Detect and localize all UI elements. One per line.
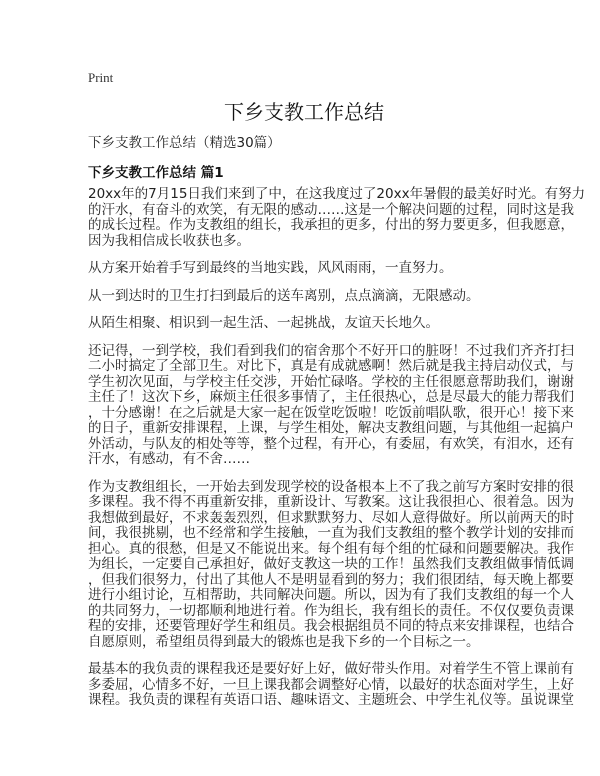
- paragraph-line: 汗水，有感动，有不舍……: [88, 451, 250, 467]
- paragraph-line: 学生初次见面，与学校主任交涉，开始忙碌咯。学校的主任很愿意帮助我们，谢谢: [88, 373, 574, 390]
- paragraph-line: 自愿原则，希望组员得到最大的锻炼也是我下乡的一个目标之一。: [88, 633, 480, 650]
- paragraph-line: 的汗水，有奋斗的欢笑，有无限的感动……这是一个解决问题的过程，同时这是我: [88, 201, 574, 218]
- paragraph-line: 的成长过程。作为支教组的组长，我承担的更多，付出的努力要更多，但我愿意，: [88, 217, 574, 233]
- paragraph: [88, 342, 574, 468]
- section-heading: 下乡支教工作总结 篇1: [88, 165, 224, 181]
- paragraph-line: 二小时搞定了全部卫生。对比下，真是有成就感啊！然后就是我主持启动仪式，与: [88, 358, 574, 374]
- paragraph-line: 从陌生相聚、相识到一起生活、一起挑战，友谊天长地久。: [88, 315, 439, 331]
- paragraph: [88, 261, 520, 277]
- paragraph-line: 外活动，与队友的相处等等，整个过程，有开心，有委屈，有欢笑，有泪水，还有: [88, 435, 574, 452]
- paragraph-line: 多课程。我不得不再重新安排，重新设计、写教案。这让我很担心、很着急。因为: [88, 494, 574, 510]
- paragraph-line: 担心。真的很愁，但是又不能说出来。每个组有每个组的忙碌和问题要解决。我作: [88, 540, 574, 557]
- paragraph-line: 还记得，一到学校，我们看到我们的宿舍那个不好开口的脏呀！不过我们齐齐打扫: [88, 342, 574, 359]
- paragraph-line: 20xx年的7月15日我们来到了中，在这我度过了20xx年暑假的最美好时光。有努力: [88, 186, 586, 202]
- paragraph: [88, 316, 520, 332]
- paragraph-line: 程的安排，还要管理好学生和组员。我会根据组员不同的特点来安排课程，也结合: [88, 618, 574, 634]
- paragraph-line: 从方案开始着手写到最终的当地实践，风风雨雨，一直努力。: [88, 260, 453, 276]
- document-subtitle: 下乡支教工作总结（精选30篇）: [88, 135, 281, 151]
- paragraph-line: 间，我很挑剔，也不经常和学生接触，一直为我们支教组的整个教学计划的安排而: [88, 525, 574, 541]
- paragraph: [88, 186, 586, 249]
- paragraph-line: 因为我相信成长收获也多。: [88, 232, 250, 249]
- paragraph-line: 的日子，重新安排课程，上课，与学生相处，解决支教组问题，与其他组一起搞户: [88, 420, 574, 436]
- print-label: Print: [88, 70, 114, 85]
- paragraph-line: 作为支教组组长，一开始去到发现学校的设备根本上不了我之前写方案时安排的很: [88, 478, 574, 495]
- paragraph-line: 的共同努力，一切都顺利地进行着。作为组长，我有组长的责任。不仅仅要负责课: [88, 602, 574, 619]
- paragraph-line: ，十分感谢！在之后就是大家一起在饭堂吃饭啦！吃饭前唱队歌，很开心！接下来: [88, 404, 574, 421]
- document-body: [88, 186, 586, 721]
- paragraph: [88, 478, 574, 651]
- paragraph-line: 最基本的我负责的课程我还是要好好上好，做好带头作用。对着学生不管上课前有: [88, 661, 574, 677]
- paragraph-line: 进行小组讨论，互相帮助，共同解决问题。所以，因为有了我们支教组的每一个人: [88, 587, 574, 603]
- paragraph: [88, 289, 520, 305]
- paragraph-line: ，但我们很努力，付出了其他人不是明显看到的努力；我们很团结，每天晚上都要: [88, 571, 574, 588]
- paragraph: [88, 661, 574, 709]
- paragraph-line: 为组长，一定要自己承担好，做好支教这一块的工作！虽然我们支教组做事情低调: [88, 556, 574, 572]
- paragraph-line: 课程。我负责的课程有英语口语、趣味语文、主题班会、中学生礼仪等。虽说课堂: [88, 692, 574, 708]
- paragraph-line: 我想做到最好，不求轰轰烈烈，但求默默努力、尽如人意得做好。所以前两天的时: [88, 509, 574, 526]
- paragraph-line: 主任了！这次下乡，麻烦主任很多事情了，主任很热心，总是尽最大的能力帮我们: [88, 389, 574, 405]
- paragraph-line: 多委屈，心情多不好，一旦上课我都会调整好心情，以最好的状态面对学生，上好: [88, 676, 574, 693]
- document-title: 下乡支教工作总结: [224, 100, 384, 124]
- paragraph-line: 从一到达时的卫生打扫到最后的送车离别，点点滴滴，无限感动。: [88, 287, 480, 304]
